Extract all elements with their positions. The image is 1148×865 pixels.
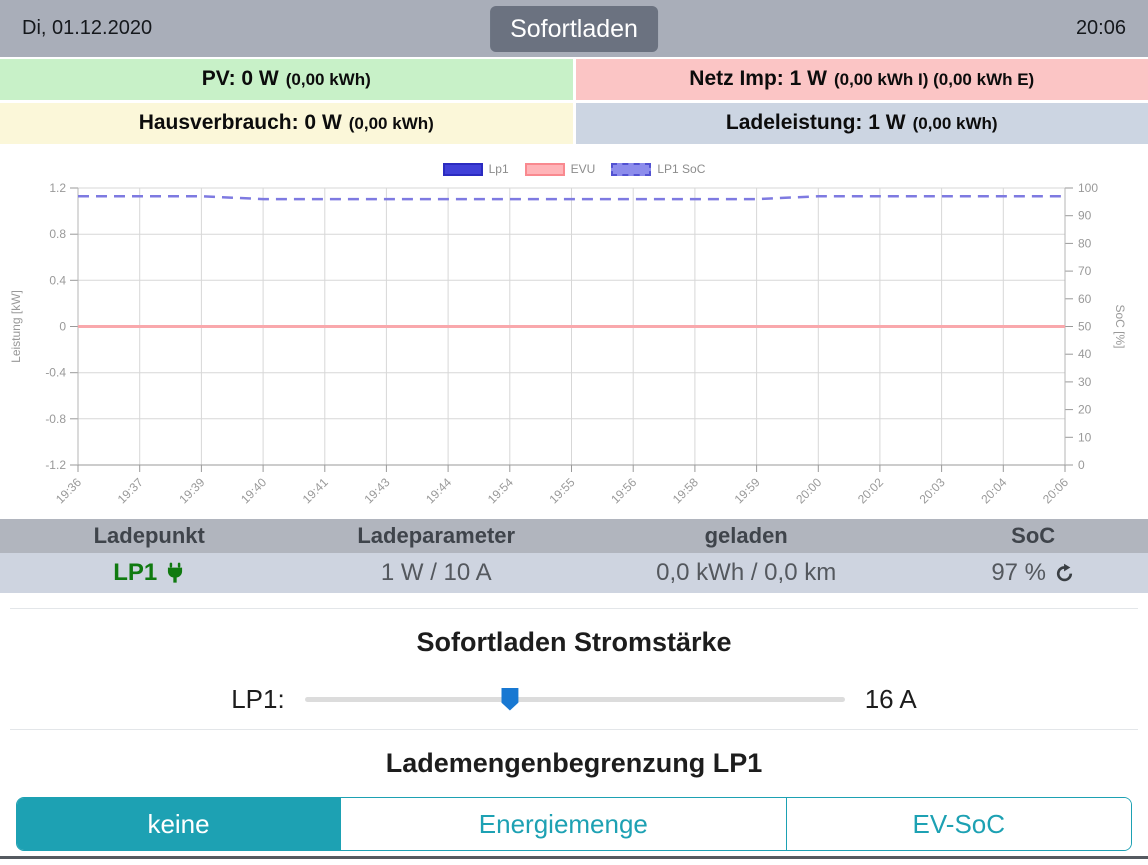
divider bbox=[10, 608, 1138, 609]
house-energy: (0,00 kWh) bbox=[348, 114, 434, 133]
svg-text:-0.4: -0.4 bbox=[45, 365, 66, 380]
table-row bbox=[0, 553, 1148, 593]
current-slider-value: 16 A bbox=[864, 683, 917, 714]
date-label: Di, 01.12.2020 bbox=[22, 17, 153, 39]
legend-item-lp1-soc bbox=[611, 162, 705, 176]
current-slider-track[interactable] bbox=[305, 697, 845, 702]
col-ladeparameter: Ladeparameter bbox=[357, 523, 516, 548]
svg-text:40: 40 bbox=[1078, 347, 1092, 362]
pv-energy: (0,00 kWh) bbox=[285, 70, 371, 89]
svg-text:19:41: 19:41 bbox=[299, 475, 331, 507]
header-bar bbox=[0, 0, 1148, 57]
ladeparameter-cell: 1 W / 10 A bbox=[380, 559, 492, 586]
stat-charge-power bbox=[576, 103, 1148, 144]
chart-section bbox=[0, 146, 1148, 516]
col-ladepunkt: Ladepunkt bbox=[93, 523, 205, 548]
power-soc-chart bbox=[0, 180, 1148, 516]
svg-text:20:03: 20:03 bbox=[916, 475, 948, 507]
current-section-title: Sofortladen Stromstärke bbox=[416, 627, 732, 657]
legend-label: EVU bbox=[570, 162, 596, 176]
plug-icon bbox=[165, 562, 185, 584]
soc-value: 97 % bbox=[991, 559, 1047, 586]
current-slider-row bbox=[0, 684, 1148, 714]
soc-cell bbox=[918, 553, 1148, 593]
col-soc: SoC bbox=[1011, 523, 1056, 548]
stat-house-consumption bbox=[0, 103, 573, 144]
evu-legend-swatch bbox=[525, 163, 565, 176]
svg-text:0: 0 bbox=[59, 319, 66, 334]
charge-limit-section bbox=[0, 748, 1148, 851]
power-stats-grid bbox=[0, 57, 1148, 146]
lp1-legend-swatch bbox=[443, 163, 483, 176]
limit-option-ev-soc[interactable]: EV-SoC bbox=[786, 798, 1131, 850]
svg-text:1.2: 1.2 bbox=[49, 181, 66, 195]
svg-text:19:44: 19:44 bbox=[423, 475, 455, 507]
svg-text:19:58: 19:58 bbox=[669, 475, 701, 507]
chart-legend bbox=[0, 158, 1148, 180]
svg-text:20:00: 20:00 bbox=[793, 475, 825, 507]
grid-energy: (0,00 kWh I) (0,00 kWh E) bbox=[833, 70, 1035, 89]
charge-mode-button[interactable]: Sofortladen bbox=[490, 6, 658, 52]
limit-option-keine[interactable]: keine bbox=[17, 798, 340, 850]
time-label: 20:06 bbox=[1075, 17, 1126, 39]
svg-text:20:04: 20:04 bbox=[978, 475, 1010, 507]
divider bbox=[10, 729, 1138, 730]
svg-text:0: 0 bbox=[1078, 458, 1085, 472]
refresh-icon bbox=[1054, 563, 1075, 584]
ladepunkt-cell bbox=[0, 553, 298, 593]
lp1-soc-legend-swatch bbox=[611, 163, 651, 176]
limit-option-energiemenge[interactable]: Energiemenge bbox=[340, 798, 786, 850]
legend-item-lp1 bbox=[443, 162, 509, 176]
svg-text:30: 30 bbox=[1078, 374, 1092, 389]
svg-text:19:37: 19:37 bbox=[114, 475, 146, 507]
svg-text:19:55: 19:55 bbox=[546, 475, 578, 507]
sofortladen-current-section bbox=[0, 627, 1148, 714]
svg-text:100: 100 bbox=[1078, 181, 1099, 195]
charge-value: Ladeleistung: 1 W bbox=[725, 111, 906, 134]
svg-text:0.4: 0.4 bbox=[49, 273, 66, 288]
svg-text:70: 70 bbox=[1078, 264, 1092, 279]
svg-text:19:43: 19:43 bbox=[361, 475, 393, 507]
svg-text:19:39: 19:39 bbox=[176, 475, 208, 507]
charge-energy: (0,00 kWh) bbox=[912, 114, 998, 133]
svg-text:-0.8: -0.8 bbox=[45, 411, 66, 426]
pv-value: PV: 0 W bbox=[201, 67, 279, 90]
col-geladen: geladen bbox=[704, 523, 788, 548]
geladen-cell: 0,0 kWh / 0,0 km bbox=[656, 559, 837, 586]
svg-text:50: 50 bbox=[1078, 319, 1092, 334]
bottom-edge bbox=[0, 856, 1148, 859]
svg-text:19:40: 19:40 bbox=[238, 475, 270, 507]
stat-pv bbox=[0, 59, 573, 100]
limit-section-title: Lademengenbegrenzung LP1 bbox=[385, 748, 763, 778]
svg-text:0.8: 0.8 bbox=[49, 227, 66, 242]
legend-label: Lp1 bbox=[488, 162, 509, 176]
svg-text:-1.2: -1.2 bbox=[45, 458, 66, 472]
svg-text:10: 10 bbox=[1078, 430, 1092, 445]
svg-text:19:54: 19:54 bbox=[484, 475, 516, 507]
svg-text:20: 20 bbox=[1078, 402, 1092, 417]
svg-text:20:02: 20:02 bbox=[854, 475, 887, 507]
lp1-slider-label: LP1: bbox=[231, 683, 285, 714]
svg-text:20:06: 20:06 bbox=[1039, 475, 1072, 507]
stat-grid-import bbox=[576, 59, 1148, 100]
svg-text:19:59: 19:59 bbox=[731, 475, 763, 507]
svg-text:19:36: 19:36 bbox=[52, 475, 85, 507]
house-value: Hausverbrauch: 0 W bbox=[138, 111, 342, 134]
current-slider-thumb[interactable] bbox=[501, 688, 518, 711]
legend-label: LP1 SoC bbox=[657, 162, 706, 176]
svg-text:SoC [%]: SoC [%] bbox=[1113, 304, 1127, 349]
grid-value: Netz Imp: 1 W bbox=[689, 67, 827, 90]
svg-text:90: 90 bbox=[1078, 208, 1092, 223]
legend-item-evu bbox=[525, 162, 596, 176]
chargepoint-table bbox=[0, 519, 1148, 593]
svg-text:80: 80 bbox=[1078, 236, 1092, 251]
lp1-label: LP1 bbox=[113, 559, 158, 586]
soc-refresh-button[interactable] bbox=[1054, 563, 1075, 584]
limit-button-group bbox=[16, 797, 1132, 851]
svg-text:Leistung [kW]: Leistung [kW] bbox=[9, 290, 23, 363]
table-header-row bbox=[0, 519, 1148, 553]
svg-text:19:56: 19:56 bbox=[608, 475, 640, 507]
svg-text:60: 60 bbox=[1078, 291, 1092, 306]
